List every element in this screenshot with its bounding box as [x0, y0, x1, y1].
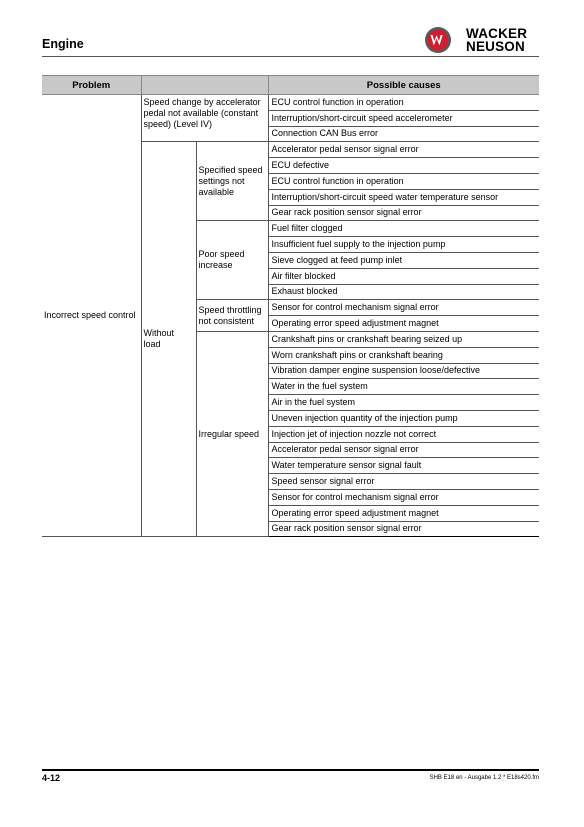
- problem-cell: Incorrect speed control: [42, 95, 141, 537]
- cause-cell: Crankshaft pins or crankshaft bearing seized up: [268, 331, 539, 347]
- group-pedal: Speed change by accelerator pedal not available (constant speed) (Level IV): [141, 95, 268, 142]
- group-settings: Specified speed settings not available: [196, 142, 268, 221]
- without-load-cell: Without load: [141, 142, 196, 537]
- troubleshooting-table: [42, 75, 539, 537]
- table-row: [42, 95, 539, 111]
- cause-cell: Air filter blocked: [268, 268, 539, 284]
- col-header-empty: [141, 76, 268, 95]
- cause-cell: Gear rack position sensor signal error: [268, 205, 539, 221]
- cause-cell: Operating error speed adjustment magnet: [268, 505, 539, 521]
- page-number: 4-12: [42, 773, 61, 783]
- cause-cell: ECU defective: [268, 158, 539, 174]
- wacker-neuson-logo-icon: [424, 26, 452, 54]
- cause-cell: Interruption/short-circuit speed water temperature sensor: [268, 189, 539, 205]
- table-header-row: [42, 76, 539, 95]
- cause-cell: Air in the fuel system: [268, 395, 539, 411]
- cause-cell: ECU control function in operation: [268, 95, 539, 111]
- cause-cell: Accelerator pedal sensor signal error: [268, 142, 539, 158]
- page-title: Engine: [42, 37, 84, 51]
- logo-line-2: NEUSON: [466, 39, 525, 54]
- cause-cell: Water in the fuel system: [268, 379, 539, 395]
- cause-cell: Injection jet of injection nozzle not correct: [268, 426, 539, 442]
- col-header-causes: Possible causes: [268, 76, 539, 95]
- cause-cell: Sensor for control mechanism signal error: [268, 300, 539, 316]
- col-header-problem: Problem: [42, 76, 141, 95]
- cause-cell: Gear rack position sensor signal error: [268, 521, 539, 537]
- cause-cell: Worn crankshaft pins or crankshaft bearing: [268, 347, 539, 363]
- cause-cell: Vibration damper engine suspension loose/defective: [268, 363, 539, 379]
- cause-cell: Sieve clogged at feed pump inlet: [268, 252, 539, 268]
- cause-cell: Exhaust blocked: [268, 284, 539, 300]
- cause-cell: Uneven injection quantity of the injection pump: [268, 410, 539, 426]
- cause-cell: Speed sensor signal error: [268, 474, 539, 490]
- header-divider: [42, 56, 539, 57]
- cause-cell: Water temperature sensor signal fault: [268, 458, 539, 474]
- group-irregular-speed: Irregular speed: [196, 331, 268, 536]
- wacker-neuson-logo: [424, 24, 544, 56]
- logo-line-1: WACKER: [466, 26, 528, 41]
- group-throttling: Speed throttling not consistent: [196, 300, 268, 332]
- cause-cell: Insufficient fuel supply to the injection pump: [268, 237, 539, 253]
- cause-cell: Interruption/short-circuit speed accelerometer: [268, 110, 539, 126]
- logo-text: [466, 27, 527, 53]
- cause-cell: Sensor for control mechanism signal error: [268, 489, 539, 505]
- cause-cell: ECU control function in operation: [268, 173, 539, 189]
- cause-cell: Operating error speed adjustment magnet: [268, 316, 539, 332]
- cause-cell: Connection CAN Bus error: [268, 126, 539, 142]
- document-reference: SHB E18 en - Ausgabe 1.2 * E18s420.fm: [429, 775, 539, 781]
- cause-cell: Accelerator pedal sensor signal error: [268, 442, 539, 458]
- cause-cell: Fuel filter clogged: [268, 221, 539, 237]
- group-poor-speed: Poor speed increase: [196, 221, 268, 300]
- footer-divider: [42, 769, 539, 771]
